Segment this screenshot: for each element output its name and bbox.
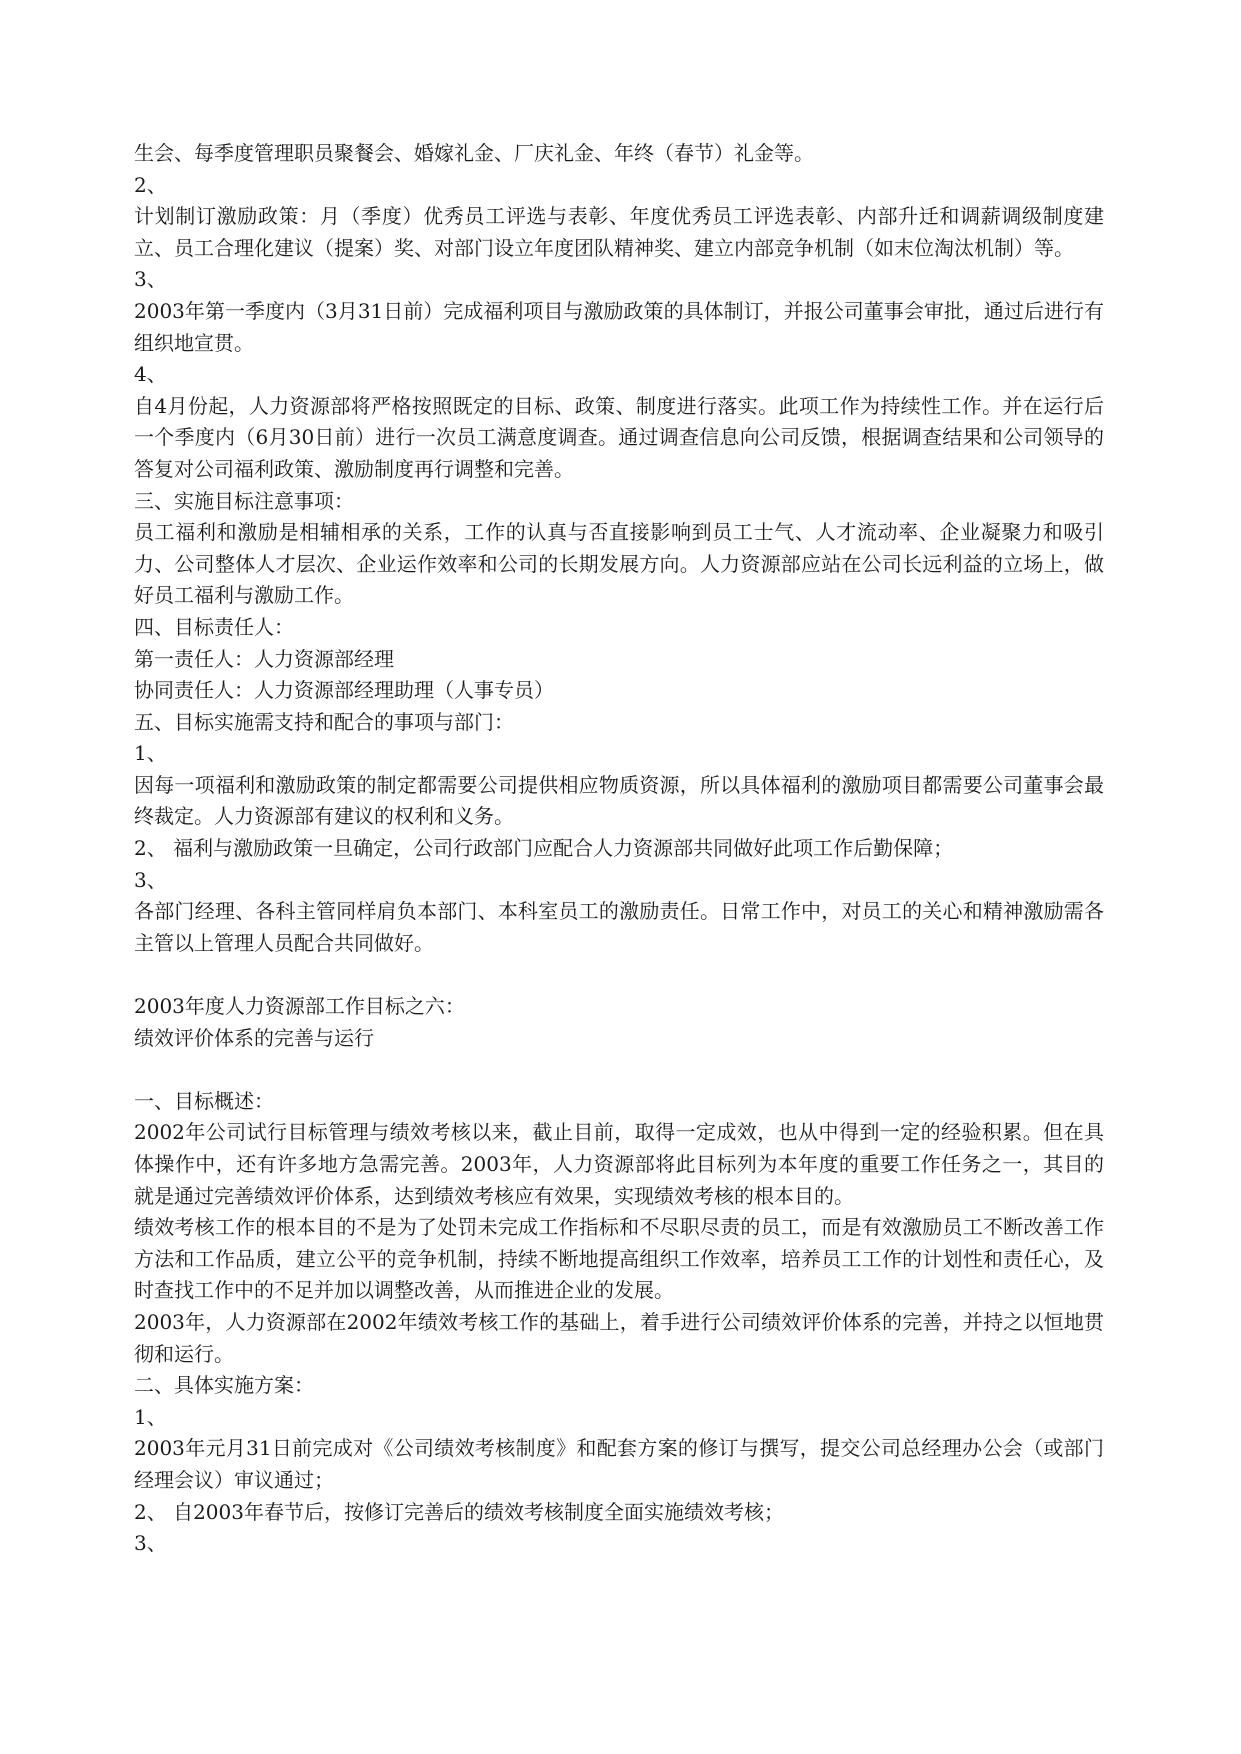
paragraph: 生会、每季度管理职员聚餐会、婚嫁礼金、厂庆礼金、年终（春节）礼金等。: [134, 141, 814, 165]
list-number: 1、: [134, 1404, 167, 1429]
section-heading: 一、目标概述：: [134, 1088, 274, 1113]
list-number: 3、: [134, 267, 167, 292]
paragraph: 2003年第一季度内（3月31日前）完成福利项目与激励政策的具体制订，并报公司董事会审批，通过后进行有组织地宣贯。: [134, 298, 1104, 355]
paragraph: 2003年元月31日前完成对《公司绩效考核制度》和配套方案的修订与撰写，提交公司总经理办公会（或部门经理会议）审议通过；: [134, 1436, 1104, 1492]
paragraph: 2002年公司试行目标管理与绩效考核以来，截止目前，取得一定成效，也从中得到一定的经验积累。但在具体操作中，还有许多地方急需完善。2003年，人力资源部将此目标列为本年度的重要工作任务之一，其目的就是通过完善绩效评价体系，达到绩效考核应有效果，实现绩效考核的根本目的。: [134, 1120, 1104, 1208]
list-number: 2、: [134, 172, 167, 197]
section-heading: 五、目标实施需支持和配合的事项与部门：: [134, 709, 514, 734]
document-heading: 2003年度人力资源部工作目标之六：: [134, 994, 465, 1019]
list-number: 1、: [134, 741, 167, 766]
paragraph: 第一责任人：人力资源部经理: [134, 646, 394, 671]
list-number: 3、: [134, 1531, 167, 1556]
paragraph: 2、 自2003年春节后，按修订完善后的绩效考核制度全面实施绩效考核；: [134, 1499, 784, 1524]
paragraph: 各部门经理、各科主管同样肩负本部门、本科室员工的激励责任。日常工作中，对员工的关心和精神激励需各主管以上管理人员配合共同做好。: [134, 899, 1104, 955]
paragraph: 自4月份起，人力资源部将严格按照既定的目标、政策、制度进行落实。此项工作为持续性工作。并在运行后一个季度内（6月30日前）进行一次员工满意度调查。通过调查信息向公司反馈，根据调查结果和公司领导的答复对公司福利政策、激励制度再行调整和完善。: [134, 393, 1104, 481]
paragraph: 绩效考核工作的根本目的不是为了处罚未完成工作指标和不尽职尽责的员工，而是有效激励员工不断改善工作方法和工作品质，建立公平的竞争机制，持续不断地提高组织工作效率，培养员工工作的计划性和责任心，及时查找工作中的不足并加以调整改善，从而推进企业的发展。: [134, 1215, 1104, 1303]
section-heading: 四、目标责任人：: [134, 614, 294, 639]
paragraph: 员工福利和激励是相辅相承的关系，工作的认真与否直接影响到员工士气、人才流动率、企业凝聚力和吸引力、公司整体人才层次、企业运作效率和公司的长期发展方向。人力资源部应站在公司长远利益的立场上，做好员工福利与激励工作。: [134, 520, 1104, 608]
paragraph: 2003年，人力资源部在2002年绩效考核工作的基础上，着手进行公司绩效评价体系的完善，并持之以恒地贯彻和运行。: [134, 1309, 1104, 1366]
list-number: 3、: [134, 867, 167, 892]
section-heading: 三、实施目标注意事项：: [134, 488, 354, 513]
paragraph: 协同责任人：人力资源部经理助理（人事专员）: [134, 678, 554, 703]
document-subheading: 绩效评价体系的完善与运行: [134, 1025, 374, 1050]
section-heading: 二、具体实施方案：: [134, 1373, 314, 1398]
paragraph: 计划制订激励政策：月（季度）优秀员工评选与表彰、年度优秀员工评选表彰、内部升迁和调薪调级制度建立、员工合理化建议（提案）奖、对部门设立年度团队精神奖、建立内部竞争机制（如末位淘汰机制）等。: [134, 204, 1104, 260]
paragraph: 因每一项福利和激励政策的制定都需要公司提供相应物质资源，所以具体福利的激励项目都需要公司董事会最终裁定。人力资源部有建议的权利和义务。: [134, 772, 1104, 829]
document-body: [134, 138, 1104, 1560]
list-number: 4、: [134, 362, 167, 387]
blank-line: [134, 1054, 1104, 1086]
paragraph: 2、 福利与激励政策一旦确定，公司行政部门应配合人力资源部共同做好此项工作后勤保障；: [134, 836, 954, 861]
blank-line: [134, 959, 1104, 991]
